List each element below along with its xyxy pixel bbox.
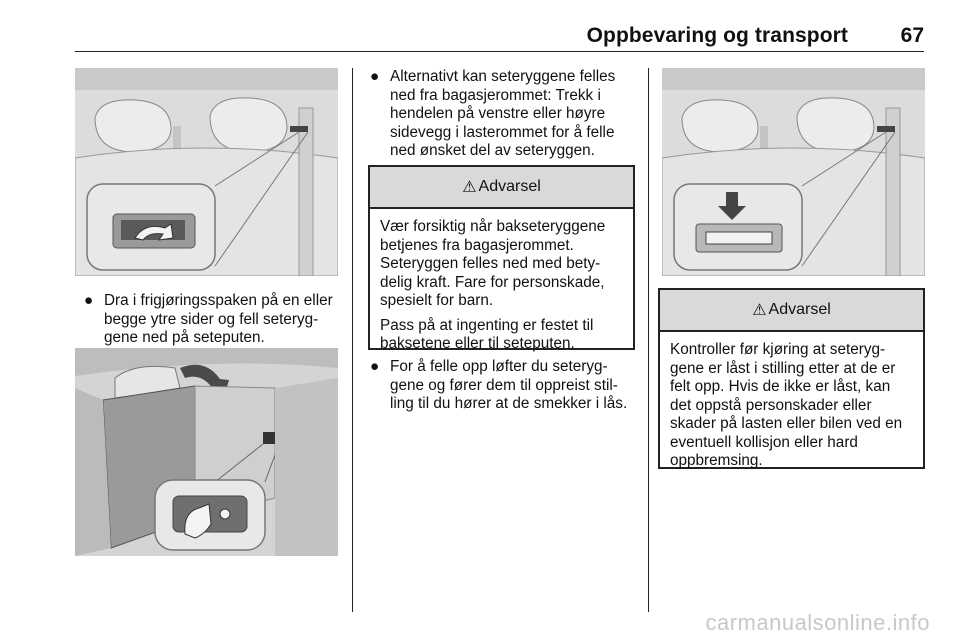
header-rule xyxy=(75,51,924,52)
bullet-text: Dra i frigjøringsspaken på en eller begge ytre sider og fell seteryg-gene ned på seteputen. xyxy=(104,292,333,346)
warning-body xyxy=(370,209,633,354)
warning-icon: ⚠ xyxy=(752,302,767,319)
seat-illustration xyxy=(75,68,338,276)
warning-header xyxy=(660,290,923,332)
bullet-text: Alternativt kan seteryggene felles ned fra bagasjerommet: Trekk i hendelen på venstre eller høyre sidevegg i lasterommet for å felle ned ønsket del av seteryggen. xyxy=(390,68,616,159)
bullet-dot: ● xyxy=(370,68,380,85)
bullet-text: For å felle opp løfter du seteryg-gene og fører dem til oppreist stil-ling til du hører at de smekker i lås. xyxy=(390,358,628,412)
column-separator-right xyxy=(648,68,649,612)
page-number: 67 xyxy=(900,24,924,47)
middle-bullet-item-2 xyxy=(370,358,635,438)
warning-box-middle xyxy=(368,165,635,350)
warning-paragraph: Vær forsiktig når bakseteryggene betjenes fra bagasjerommet. Seteryggen felles ned med bety-delig kraft. Fare for personskade, spesielt for barn. xyxy=(380,218,606,309)
warning-title: Advarsel xyxy=(478,178,541,195)
warning-title: Advarsel xyxy=(768,301,831,318)
watermark: carmanualsonline.info xyxy=(705,610,930,635)
column-separator-left xyxy=(352,68,353,612)
warning-header xyxy=(370,167,633,209)
warning-paragraph: Pass på at ingenting er festet til baksetene eller til seteputen. xyxy=(380,316,594,352)
figure-cargo-release-lever xyxy=(75,348,338,556)
warning-box-right xyxy=(658,288,925,469)
warning-body xyxy=(660,332,923,471)
bullet-dot: ● xyxy=(84,292,94,309)
left-bullet-item xyxy=(84,292,346,352)
page-header-title: Oppbevaring og transport xyxy=(586,24,848,47)
bullet-dot: ● xyxy=(370,358,380,375)
warning-icon: ⚠ xyxy=(462,179,477,196)
middle-bullet-item-1 xyxy=(370,68,635,162)
figure-seat-release-lever xyxy=(75,68,338,276)
latch-illustration xyxy=(662,68,925,276)
figure-seatback-latch xyxy=(662,68,925,276)
warning-paragraph: Kontroller før kjøring at seteryg-gene er låst i stilling etter at de er felt opp. Hvis de ikke er låst, kan det oppstå personskader eller skader på lasten eller bilen ved en eventuell kollisjon eller hard oppbremsing. xyxy=(670,341,903,469)
cargo-illustration xyxy=(75,348,338,556)
